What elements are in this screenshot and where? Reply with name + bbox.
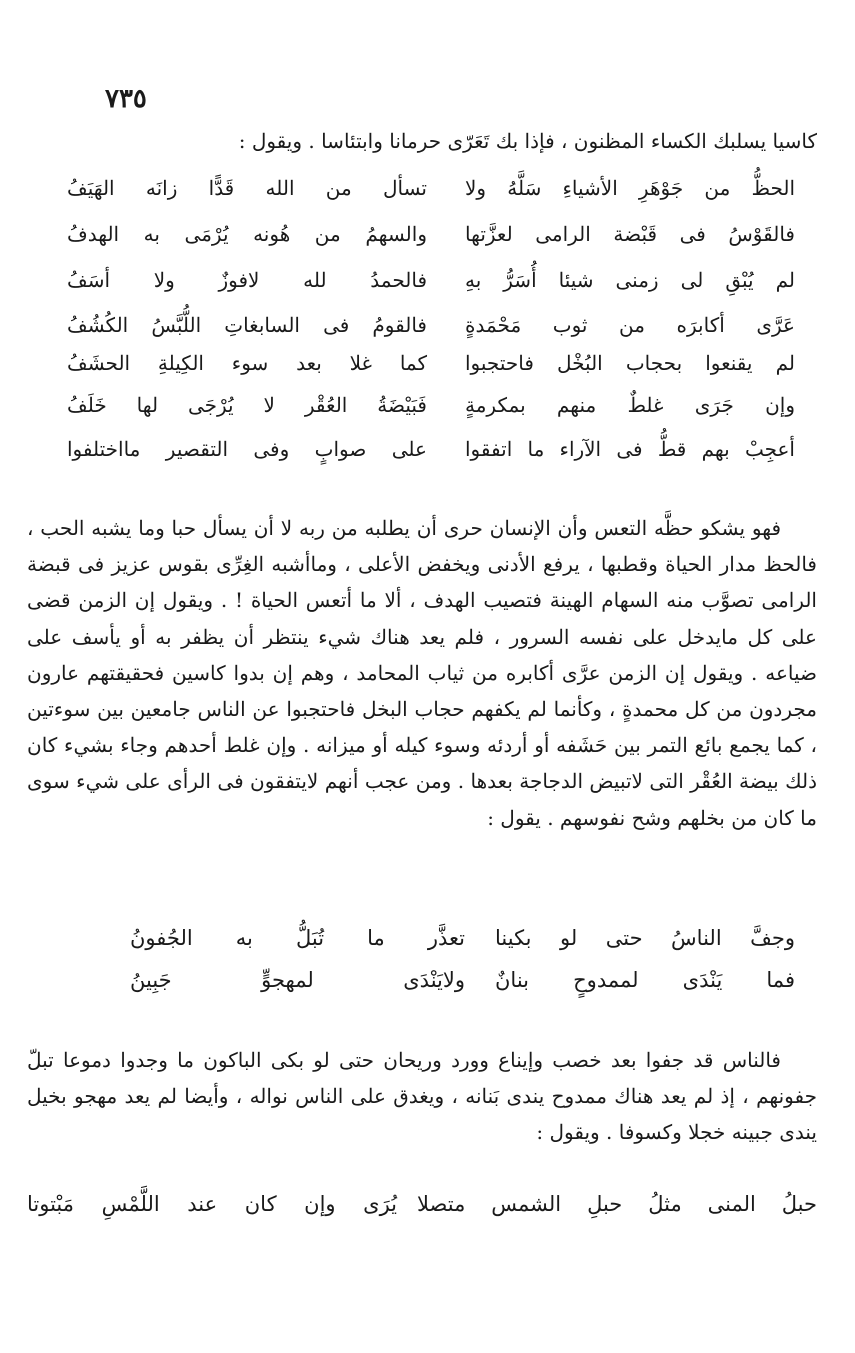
verse-second-hemistich: على صوابٍ وفى التقصير مااختلفوا bbox=[67, 437, 427, 461]
verse-row bbox=[55, 351, 795, 387]
verse-row bbox=[55, 313, 795, 349]
verse-row bbox=[55, 268, 795, 304]
verse-second-hemistich: ولايَنْدَى لمهجوٍّ جَبِينُ bbox=[130, 968, 465, 992]
verse-row bbox=[55, 926, 795, 966]
verse-first-hemistich: فما يَنْدَى لممدوحٍ بنانٌ bbox=[495, 968, 795, 992]
paragraph bbox=[27, 1042, 817, 1151]
verse-first-hemistich: الحظُّ من جَوْهَرِ الأشياءِ سَلَّهُ ولا bbox=[465, 176, 795, 200]
verse-row bbox=[55, 393, 795, 429]
verse-second-hemistich: كما غلا بعد سوء الكِيلةِ الحشَفُ bbox=[67, 351, 427, 375]
verse-second-hemistich: يُرَى وإن كان عند اللَّمْسِ مَبْتوتا bbox=[27, 1192, 397, 1216]
verse-row bbox=[55, 437, 795, 473]
paragraph-text: فهو يشكو حظَّه التعس وأن الإنسان حرى أن يطلبه من ربه لا أن يسأل حبا وما يشبه الحب ، فالحظ مدار الحياة وقطبها ، يرفع الأدنى ويخفض الأعلى ، وماأشبه الغِرِّى بقوس عزيز فى قبضة الرامى تصوَّب منه السهام الهينة فتصيب الهدف ، ألا ما أتعس الحياة ! . ويقول إن الزمن قضى على كل مايدخل على نفسه السرور ، فلم يعد هناك شيء ينتظر أن يظفر به أو يأسف على ضياعه . ويقول إن الزمن عرَّى أكابره من ثياب المحامد ، وهم إن بدوا كاسين فحقيقتهم عارون مجردون من كل محمدةٍ ، وكأنما لم يكفهم حجاب البخل فاحتجبوا عن الناس جامعين بين سوءتين ، كما يجمع بائع التمر بين حَشَفه أو أردئه وسوء كيله أو ميزانه . وإن غلط أحدهم وجاء بشيء كان ذلك بيضة العُقْر التى لاتبيض الدجاجة بعدها . ومن عجب أنهم لايتفقون فى الرأى على شيء سوى ما كان من بخلهم وشح نفوسهم . يقول : bbox=[27, 516, 817, 830]
verse-row bbox=[27, 1192, 817, 1232]
verse-first-hemistich: فالقَوْسُ فى قَبْضة الرامى لعزَّتها bbox=[465, 222, 795, 246]
verse-second-hemistich: والسهمُ من هُونه يُرْمَى به الهدفُ bbox=[67, 222, 427, 246]
verse-second-hemistich: تعذَّر ما تُبَلُّ به الجُفونُ bbox=[130, 926, 465, 950]
verse-second-hemistich: تسأل من الله قَدًّا زانَه الهَيَفُ bbox=[67, 176, 427, 200]
verse-first-hemistich: وجفَّ الناسُ حتى لو بكينا bbox=[495, 926, 795, 950]
page-number: ٧٣٥ bbox=[105, 84, 147, 114]
paragraph-text: فالناس قد جفوا بعد خصب وإيناع وورد وريحان حتى لو بكى الباكون ما وجدوا دموعا تبلّ جفونهم ، إذ لم يعد هناك ممدوح يندى بَنانه ، ويغدق على الناس نواله ، وأيضا لم يعد مهجو بخيل يندى جبينه خجلا وكسوفا . ويقول : bbox=[27, 1048, 817, 1145]
paragraph bbox=[27, 510, 817, 836]
verse-second-hemistich: فالحمدُ لله لافوزٌ ولا أسَفُ bbox=[67, 268, 427, 292]
verse-first-hemistich: لم يُبْقِ لى زمنى شيئا أُسَرُّ بهِ bbox=[465, 268, 795, 292]
verse-first-hemistich: لم يقنعوا بحجاب البُخْل فاحتجبوا bbox=[465, 351, 795, 375]
verse-first-hemistich: حبلُ المنى مثلُ حبلِ الشمس متصلا bbox=[417, 1192, 817, 1216]
verse-row bbox=[55, 968, 795, 1008]
intro-line: كاسيا يسلبك الكساء المظنون ، فإذا بك تَعَرّى حرمانا وابتئاسا . ويقول : bbox=[238, 129, 817, 153]
verse-row bbox=[55, 222, 795, 258]
verse-second-hemistich: فالقومُ فى السابغاتِ اللُّبَّسُ الكُشُفُ bbox=[67, 313, 427, 337]
verse-first-hemistich: أعجِبْ بهم قطُّ فى الآراء ما اتفقوا bbox=[465, 437, 795, 461]
verse-row bbox=[55, 176, 795, 212]
verse-second-hemistich: فَبَيْضَةُ العُقْر لا يُرْجَى لها خَلَفُ bbox=[67, 393, 427, 417]
verse-first-hemistich: عَرَّى أكابرَه من ثوب مَحْمَدةٍ bbox=[465, 313, 795, 337]
verse-first-hemistich: وإن جَرَى غلطٌ منهم بمكرمةٍ bbox=[465, 393, 795, 417]
